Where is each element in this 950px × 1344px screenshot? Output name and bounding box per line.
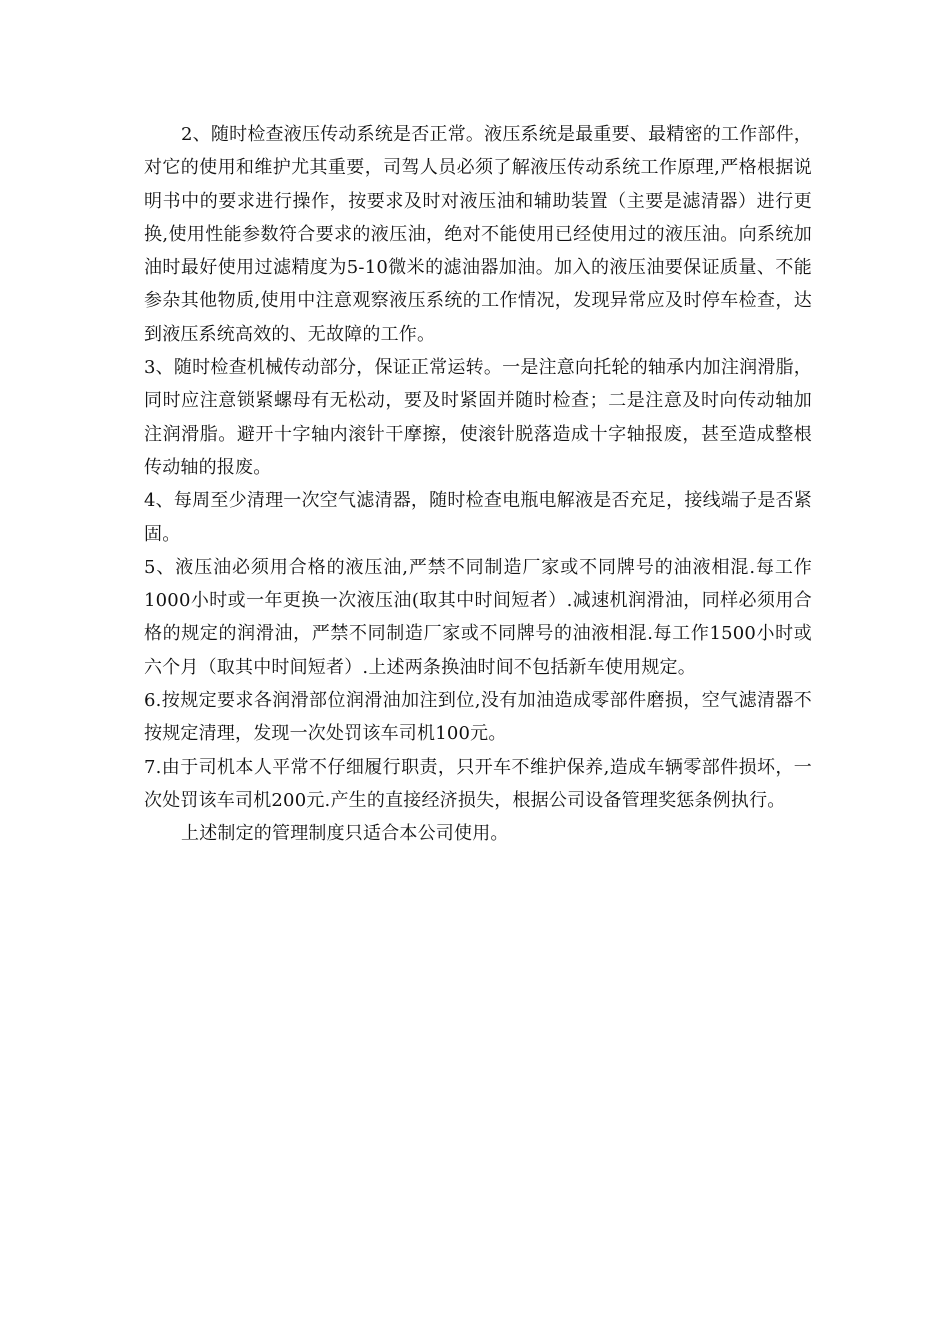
document-body	[144, 118, 812, 851]
paragraph-hydraulic-check: 2、随时检查液压传动系统是否正常。液压系统是最重要、最精密的工作部件，对它的使用和维护尤其重要，司驾人员必须了解液压传动系统工作原理,严格根据说明书中的要求进行操作，按要求及时对液压油和辅助装置（主要是滤清器）进行更换,使用性能参数符合要求的液压油，绝对不能使用已经使用过的液压油。向系统加油时最好使用过滤精度为5-10微米的滤油器加油。加入的液压油要保证质量、不能参杂其他物质,使用中注意观察液压系统的工作情况，发现异常应及时停车检查，达到液压系统高效的、无故障的工作。	[144, 124, 812, 345]
paragraph-closing-note: 上述制定的管理制度只适合本公司使用。	[181, 823, 509, 845]
paragraph-hydraulic-oil: 5、液压油必须用合格的液压油,严禁不同制造厂家或不同牌号的油液相混.每工作1000小时或一年更换一次液压油(取其中时间短者）.减速机润滑油，同样必须用合格的规定的润滑油，严禁不同制造厂家或不同牌号的油液相混.每工作1500小时或六个月（取其中时间短者）.上述两条换油时间不包括新车使用规定。	[144, 556, 812, 678]
paragraph-mechanical-check: 3、随时检查机械传动部分，保证正常运转。一是注意向托轮的轴承内加注润滑脂，同时应注意锁紧螺母有无松动，要及时紧固并随时检查；二是注意及时向传动轴加注润滑脂。避开十字轴内滚针干摩擦，使滚针脱落造成十字轴报废，甚至造成整根传动轴的报废。	[144, 357, 812, 478]
paragraph-lubrication-penalty: 6.按规定要求各润滑部位润滑油加注到位,没有加油造成零部件磨损，空气滤清器不按规定清理，发现一次处罚该车司机100元。	[144, 690, 812, 745]
paragraph-driver-penalty: 7.由于司机本人平常不仔细履行职责，只开车不维护保养,造成车辆零部件损坏，一次处罚该车司机200元.产生的直接经济损失，根据公司设备管理奖惩条例执行。	[144, 756, 812, 811]
paragraph-air-filter: 4、每周至少清理一次空气滤清器，随时检查电瓶电解液是否充足，接线端子是否紧固。	[144, 490, 812, 545]
